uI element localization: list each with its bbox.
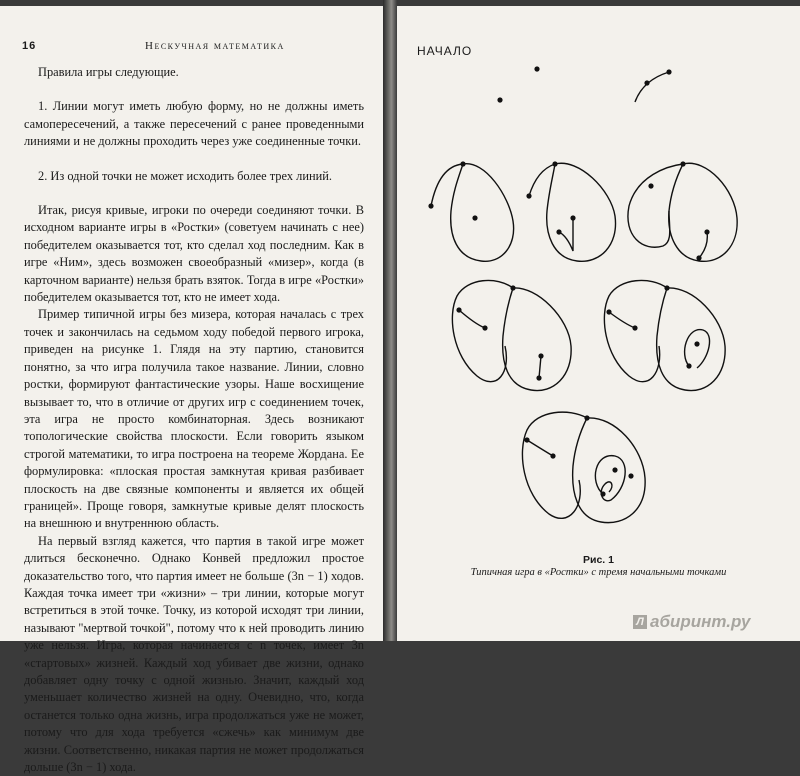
sprouts-step-3 — [628, 161, 737, 261]
page-number: 16 — [22, 40, 37, 52]
figure-title: Рис. 1 — [583, 554, 614, 566]
book-gutter — [383, 0, 397, 641]
right-page — [397, 6, 800, 641]
paragraph: Правила игры следующие. — [38, 65, 179, 79]
paragraph: Пример типичной игры без мизера, которая началась с трех точек и закончилась на седьмом ходу победой первого игрока, приведен на рисунке 1. Глядя на эту партию, становится понятно, за что игра получила такое название. Линии, словно ростки, формируют фантастические узоры. Наше восхищение вызывает то, что в отличие от других игр с соединением точек, эта игра не просто комбинаторная. Здесь возникают топологические свойства плоскости. Если говорить языком строгой математики, то игра построена на теореме Жордана. Ее формулировка: «плоская простая замкнутая кривая разбивает плоскость на две связные компоненты и является их общей границей». Проще говоря, замкнутые кривые делят плоскость на внешнюю и внутреннюю область. — [24, 307, 364, 531]
paragraph: 1. Линии могут иметь любую форму, но не должны иметь самопересечений, а также пересечений с ранее проведенными линиями и не должны проходить через уже соединенные точки. — [24, 99, 364, 149]
sprouts-step-4 — [452, 280, 571, 390]
body-text — [24, 64, 364, 776]
figure-caption: Типичная игра в «Ростки» с тремя начальными точками — [470, 567, 727, 578]
running-title: Нескучная математика — [145, 40, 285, 52]
sprouts-step-0 — [497, 66, 671, 102]
sprouts-step-6 — [522, 412, 645, 522]
watermark-logo-icon: Л — [633, 615, 647, 629]
left-page — [0, 6, 383, 775]
paragraph: На первый взгляд кажется, что партия в такой игре может длиться бесконечно. Однако Конвей предложил простое доказательство того, что партия имеет не больше (3n − 1) ходов. Каждая точка имеет три «жизни» – три линии, которые могут встретиться в этой точке. Точку, из которой исходят три линии, называют "мертвой точкой", потому что к ней проводить линию уже нельзя. Игра, которая начинается с n точек, имеет 3n «стартовых» жизней. Каждый ход убивает две жизни, однако добавляет одну точку с одной жизнью. Значит, каждый ход уменьшает количество жизней на одну. Очевидно, что, когда останется только одна жизнь, игра продолжаться уже не может, потому что для хода требуется «сжечь» как минимум две жизни. Соответственно, никакая партия не может продолжаться дольше (3n − 1) хода. — [24, 533, 364, 775]
paragraph: 2. Из одной точки не может исходить более трех линий. — [38, 168, 332, 183]
sprouts-step-2 — [526, 161, 615, 261]
site-watermark — [633, 612, 750, 632]
sprouts-step-5 — [604, 280, 725, 390]
watermark-text: абиринт.ру — [650, 612, 751, 631]
sprouts-figure — [397, 6, 800, 551]
running-title: НАЧАЛО — [417, 44, 473, 58]
paragraph: Итак, рисуя кривые, игроки по очереди соединяют точки. В исходном варианте игры в «Ростки» (советуем начинать с нее) победителем оказывается тот, кто сделал ход последним. Как в игре «Ним», здесь возможен своеобразный «мизер», когда (в карточном варианте) нельзя брать взяток. Тогда в игре «Ростки» победителем оказывается тот, кто не имеет хода. — [24, 203, 364, 305]
sprouts-step-1 — [428, 161, 513, 261]
